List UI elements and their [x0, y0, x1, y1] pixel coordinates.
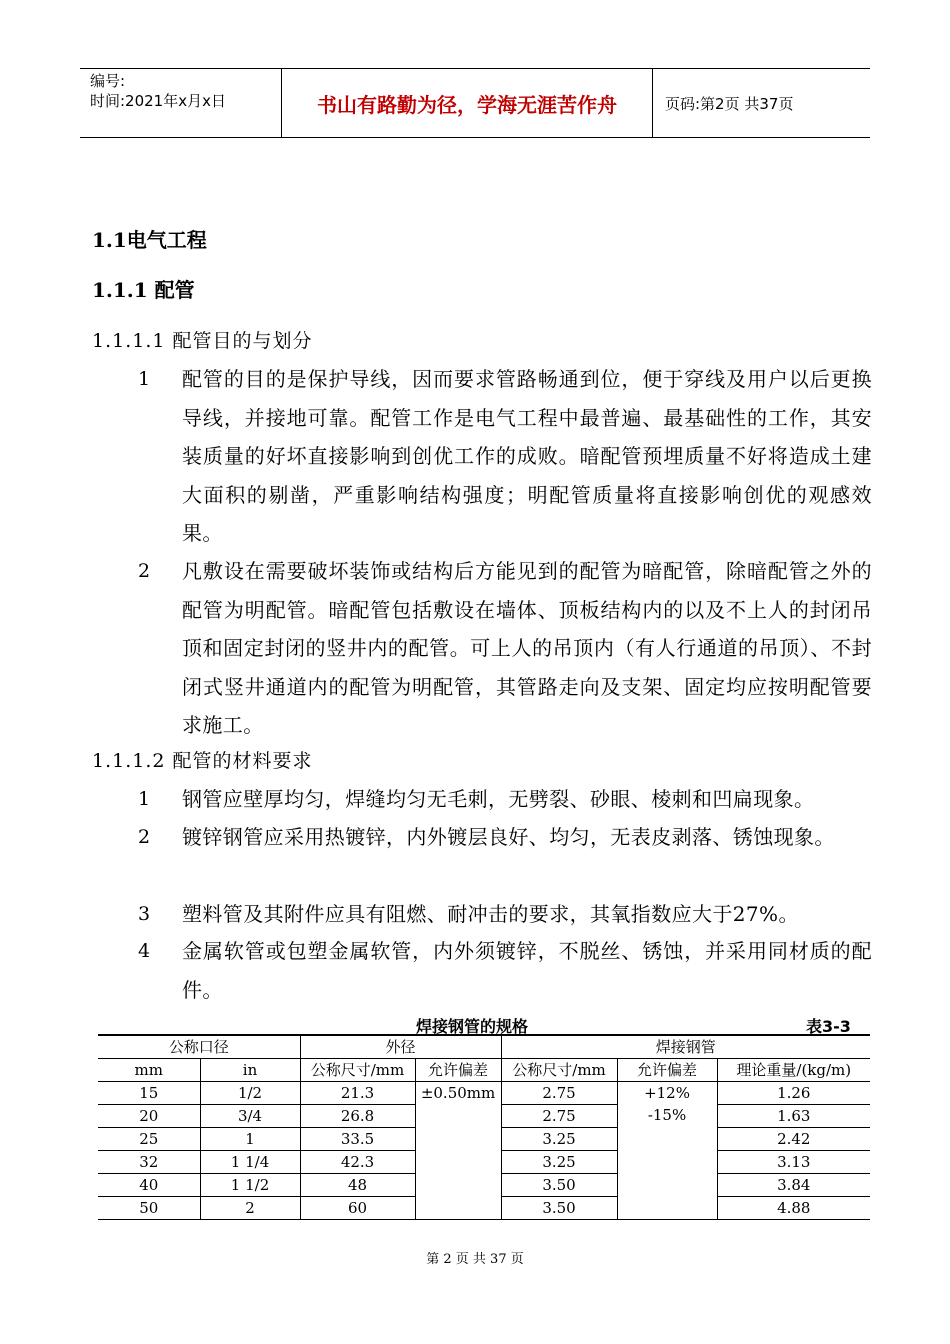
wall-tolerance-plus: +12% — [644, 1084, 690, 1102]
subheader-in: in — [200, 1059, 300, 1082]
header-motto: 书山有路勤为径，学海无涯苦作舟 — [282, 69, 653, 137]
header-welded-pipe: 焊接钢管 — [501, 1035, 870, 1059]
table-caption: 焊接钢管的规格 — [416, 1017, 529, 1036]
time-label: 时间:2021年x月x日 — [90, 92, 226, 110]
pipe-spec-table — [98, 1034, 870, 1220]
cell-in: 1/2 — [200, 1082, 300, 1105]
cell-od: 42.3 — [300, 1151, 415, 1174]
table-row — [98, 1082, 870, 1105]
cell-od: 21.3 — [300, 1082, 415, 1105]
page-footer: 第 2 页 共 37 页 — [426, 1252, 524, 1267]
cell-mm: 25 — [98, 1128, 200, 1151]
cell-mm: 15 — [98, 1082, 200, 1105]
heading-piping: 1.1.1 配管 — [92, 278, 195, 302]
cell-weight: 3.13 — [717, 1151, 870, 1174]
cell-od-tolerance: ±0.50mm — [415, 1082, 501, 1220]
cell-wall: 3.50 — [501, 1197, 617, 1220]
item-text: 金属软管或包塑金属软管，内外须镀锌，不脱丝、锈蚀，并采用同材质的配件。 — [182, 939, 872, 1002]
subheader-wall-size: 公称尺寸/mm — [501, 1059, 617, 1082]
subheader-weight: 理论重量/(kg/m) — [717, 1059, 870, 1082]
item-text: 钢管应壁厚均匀，焊缝均匀无毛刺，无劈裂、砂眼、棱刺和凹扁现象。 — [182, 787, 815, 811]
cell-in: 3/4 — [200, 1105, 300, 1128]
cell-wall: 2.75 — [501, 1082, 617, 1105]
item-number: 1 — [138, 368, 151, 390]
heading-electrical-engineering: 1.1电气工程 — [92, 228, 207, 252]
cell-mm: 40 — [98, 1174, 200, 1197]
number-label: 编号: — [90, 72, 126, 90]
cell-wall: 3.25 — [501, 1128, 617, 1151]
cell-weight: 3.84 — [717, 1174, 870, 1197]
item-text: 镀锌钢管应采用热镀锌，内外镀层良好、均匀，无表皮剥落、锈蚀现象。 — [182, 825, 835, 849]
item-text: 塑料管及其附件应具有阻燃、耐冲击的要求，其氧指数应大于27%。 — [182, 902, 799, 926]
table-subheader-row — [98, 1059, 870, 1082]
cell-od: 26.8 — [300, 1105, 415, 1128]
cell-mm: 32 — [98, 1151, 200, 1174]
heading-material-requirements: 1.1.1.2 配管的材料要求 — [92, 750, 313, 772]
subheader-od-tolerance: 允许偏差 — [415, 1059, 501, 1082]
wall-tolerance-minus: -15% — [647, 1106, 687, 1124]
cell-od: 33.5 — [300, 1128, 415, 1151]
cell-weight: 2.42 — [717, 1128, 870, 1151]
cell-wall-tolerance — [617, 1082, 717, 1220]
cell-in: 2 — [200, 1197, 300, 1220]
list-item — [138, 552, 878, 742]
list-item — [138, 360, 878, 550]
cell-wall: 3.50 — [501, 1174, 617, 1197]
subheader-wall-tolerance: 允许偏差 — [617, 1059, 717, 1082]
cell-od: 60 — [300, 1197, 415, 1220]
cell-weight: 1.26 — [717, 1082, 870, 1105]
header-nominal-diameter: 公称口径 — [98, 1035, 300, 1059]
item-number: 4 — [138, 940, 151, 962]
cell-in: 1 1/4 — [200, 1151, 300, 1174]
heading-piping-purpose: 1.1.1.1 配管目的与划分 — [92, 330, 313, 352]
item-number: 1 — [138, 788, 151, 810]
subheader-od-size: 公称尺寸/mm — [300, 1059, 415, 1082]
cell-in: 1 — [200, 1128, 300, 1151]
header-outer-diameter: 外径 — [300, 1035, 501, 1059]
item-text: 凡敷设在需要破坏装饰或结构后方能见到的配管为暗配管，除暗配管之外的配管为明配管。暗配管包括敷设在墙体、顶板结构内的以及不上人的封闭吊顶和固定封闭的竖井内的配管。可上人的吊顶内（有人行通道的吊顶）、不封闭式竖井通道内的配管为明配管，其管路走向及支架、固定均应按明配管要求施工。 — [182, 559, 872, 737]
item-text: 配管的目的是保护导线，因而要求管路畅通到位，便于穿线及用户以后更换导线，并接地可靠。配管工作是电气工程中最普遍、最基础性的工作，其安装质量的好坏直接影响到创优工作的成败。暗配管预埋质量不好将造成土建大面积的剔凿，严重影响结构强度；明配管质量将直接影响创优的观感效果。 — [182, 367, 872, 545]
cell-weight: 4.88 — [717, 1197, 870, 1220]
cell-weight: 1.63 — [717, 1105, 870, 1128]
cell-wall: 2.75 — [501, 1105, 617, 1128]
item-number: 3 — [138, 903, 151, 925]
cell-mm: 20 — [98, 1105, 200, 1128]
header-meta — [80, 69, 282, 137]
cell-od: 48 — [300, 1174, 415, 1197]
item-number: 2 — [138, 826, 151, 848]
cell-in: 1 1/2 — [200, 1174, 300, 1197]
cell-wall: 3.25 — [501, 1151, 617, 1174]
page-header — [80, 68, 870, 138]
header-page-info: 页码:第2页 共37页 — [665, 94, 794, 113]
subheader-mm: mm — [98, 1059, 200, 1082]
table-number: 表3-3 — [806, 1017, 851, 1036]
item-number: 2 — [138, 560, 151, 582]
cell-mm: 50 — [98, 1197, 200, 1220]
